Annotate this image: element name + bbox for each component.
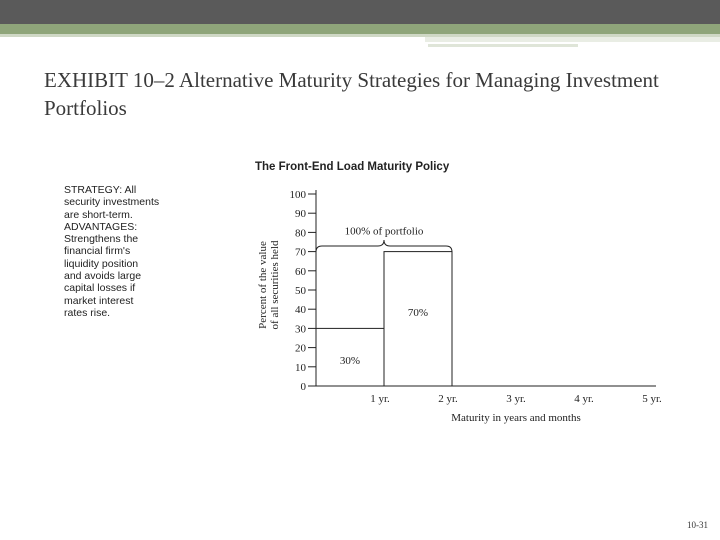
y-tick-label: 90: [295, 208, 306, 221]
y-tick-label: 70: [295, 246, 306, 259]
maturity-policy-chart: [250, 150, 670, 430]
brace-label: 100% of portfolio: [344, 225, 424, 238]
x-tick-label: 4 yr.: [574, 393, 594, 405]
y-tick-label: 80: [295, 227, 306, 240]
header-accent-line: [425, 37, 720, 42]
header-accent-line-short: [428, 44, 578, 47]
chart-title: The Front-End Load Maturity Policy: [255, 161, 450, 173]
y-axis-label: of all securities held: [269, 240, 281, 330]
strategy-line: and avoids large: [64, 270, 142, 283]
y-tick-label: 100: [289, 189, 306, 201]
header-green-band: [0, 24, 720, 34]
x-axis-label: Maturity in years and months: [451, 412, 581, 424]
x-tick-label: 5 yr.: [642, 393, 662, 405]
x-tick-label: 3 yr.: [506, 393, 526, 405]
y-tick-label: 20: [295, 342, 306, 355]
y-tick-label: 40: [295, 304, 306, 317]
bar-value-label: 30%: [339, 355, 361, 368]
strategy-line: liquidity position: [64, 257, 139, 270]
strategy-description: [64, 184, 189, 319]
strategy-line: capital losses if: [64, 282, 136, 295]
strategy-line: rates rise.: [64, 306, 111, 319]
y-tick-label: 60: [295, 265, 306, 278]
slide-number: 10-31: [687, 520, 708, 530]
y-tick-label: 0: [300, 381, 306, 393]
x-tick-label: 1 yr.: [370, 393, 390, 405]
header-dark-band: [0, 0, 720, 27]
strategy-line: are short-term.: [64, 208, 133, 221]
strategy-line: security investments: [64, 196, 160, 209]
portfolio-brace: [316, 240, 452, 252]
y-axis-label: Percent of the value: [257, 241, 269, 329]
bar-value-label: 70%: [407, 307, 429, 320]
strategy-line: market interest: [64, 294, 134, 307]
strategy-line: financial firm's: [64, 245, 131, 258]
y-tick-label: 10: [295, 361, 306, 374]
y-tick-label: 30: [295, 323, 306, 336]
y-tick-label: 50: [295, 285, 306, 297]
strategy-line: STRATEGY: All: [64, 184, 137, 196]
slide-title: EXHIBIT 10–2 Alternative Maturity Strategies for Managing Investment Portfolios: [44, 68, 659, 120]
x-tick-label: 2 yr.: [438, 393, 458, 405]
strategy-line: ADVANTAGES:: [64, 220, 138, 233]
strategy-line: Strengthens the: [64, 233, 139, 246]
